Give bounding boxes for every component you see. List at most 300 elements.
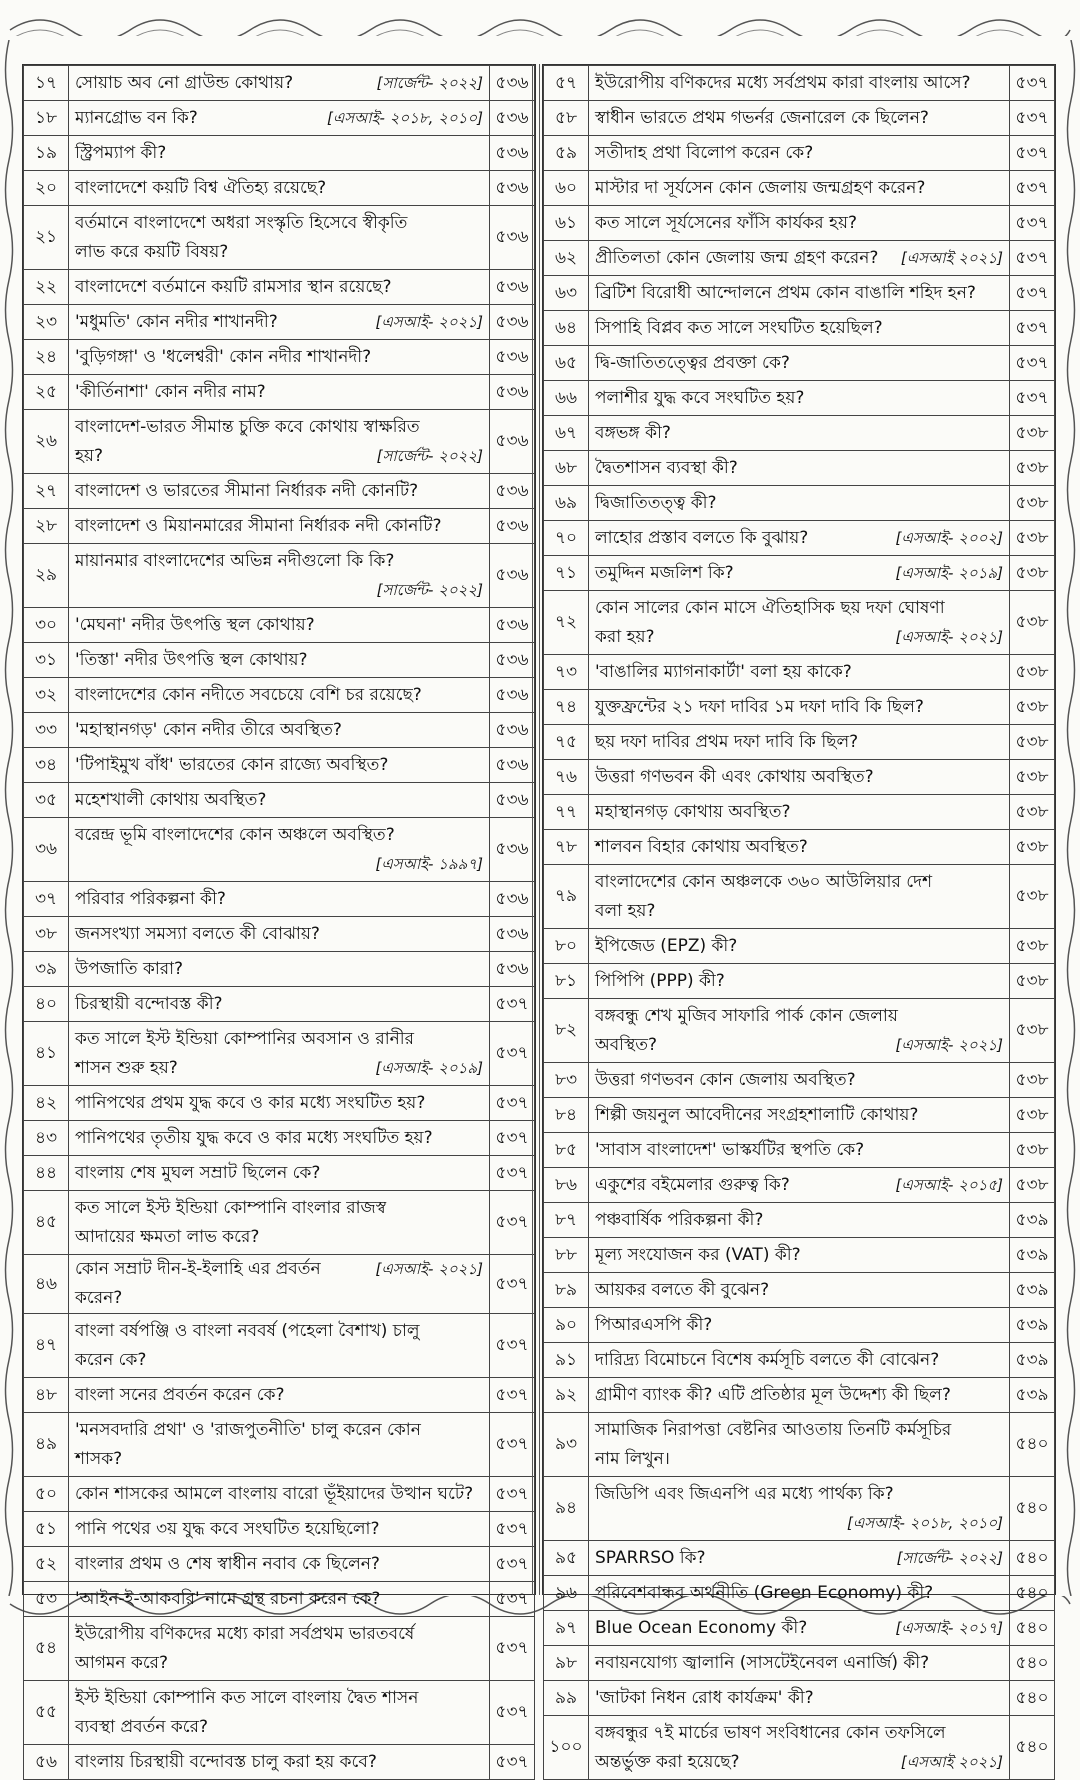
page-reference: ৫৩৭: [1010, 346, 1055, 381]
question-text: [69, 1547, 490, 1582]
table-row: [544, 1308, 1055, 1343]
table-row: [544, 451, 1055, 486]
question-text: [69, 987, 490, 1022]
question-number: ৪৭: [24, 1314, 69, 1378]
page-reference: ৫৪০: [1010, 1576, 1055, 1611]
question-text: [69, 1314, 490, 1378]
table-row: [24, 713, 535, 748]
page-reference: ৫৩৯: [1010, 1378, 1055, 1413]
question-text: [589, 346, 1010, 381]
question-number: ৪০: [24, 987, 69, 1022]
question-line: 'বুড়িগঙ্গা' ও 'ধলেশ্বরী' কোন নদীর শাখানদী?: [75, 346, 372, 367]
question-number: ৭৪: [544, 690, 589, 725]
table-row: [24, 544, 535, 608]
question-line: বলা হয়?: [595, 900, 656, 921]
exam-source-tag: [এসআই- ২০০২]: [895, 528, 1003, 547]
page-reference: ৫৩৬: [490, 882, 535, 917]
page-reference: ৫৩৬: [490, 101, 535, 136]
question-number: ৫২: [24, 1547, 69, 1582]
question-number: ৭৯: [544, 865, 589, 929]
question-text: [589, 690, 1010, 725]
exam-source-tag: [এসআই- ২০২১]: [375, 312, 483, 331]
question-number: ৩৬: [24, 818, 69, 882]
question-text: [69, 1413, 490, 1477]
question-number: ৫৯: [544, 136, 589, 171]
question-line: 'সাবাস বাংলাদেশ' ভাস্কর্যটির স্থপতি কে?: [595, 1139, 865, 1160]
question-text: [589, 1273, 1010, 1308]
question-number: ৭৩: [544, 655, 589, 690]
question-number: ৩০: [24, 608, 69, 643]
table-row: [544, 101, 1055, 136]
table-row: [24, 1121, 535, 1156]
question-text: [589, 1063, 1010, 1098]
question-number: ৮৯: [544, 1273, 589, 1308]
table-row: [544, 1576, 1055, 1611]
page-reference: ৫৪০: [1010, 1541, 1055, 1576]
table-row: [544, 1681, 1055, 1716]
table-row: [544, 311, 1055, 346]
question-text: [69, 952, 490, 987]
question-number: ৪২: [24, 1086, 69, 1121]
question-number: ৬২: [544, 241, 589, 276]
question-number: ৯৬: [544, 1576, 589, 1611]
page-reference: ৫৩৮: [1010, 1098, 1055, 1133]
table-row: [544, 136, 1055, 171]
question-line: ইস্ট ইন্ডিয়া কোম্পানি কত সালে বাংলায় দ্বৈত শাসন: [75, 1687, 419, 1708]
table-row: [24, 818, 535, 882]
exam-source-tag: [এসআই- ২০১৮, ২০১০]: [846, 1513, 1003, 1532]
question-text: [589, 451, 1010, 486]
question-line: কত সালে ইস্ট ইন্ডিয়া কোম্পানির অবসান ও রানীর: [75, 1028, 414, 1049]
question-line: 'আইন-ই-আকবরি' নামে গ্রন্থ রচনা করেন কে?: [75, 1588, 381, 1609]
exam-source-tag: [এসআই- ২০১৯]: [375, 1058, 483, 1077]
question-line: লাভ করে কয়টি বিষয়?: [75, 241, 229, 262]
table-row: [24, 1582, 535, 1617]
question-number: ২৭: [24, 474, 69, 509]
question-number: ২২: [24, 270, 69, 305]
question-text: [589, 1308, 1010, 1343]
question-text: [69, 305, 490, 340]
question-line: পানিপথের প্রথম যুদ্ধ কবে ও কার মধ্যে সংঘটিত হয়?: [75, 1092, 426, 1113]
question-line: পিপিপি (PPP) কী?: [595, 970, 725, 991]
page-reference: ৫৩৮: [1010, 795, 1055, 830]
question-number: ৩২: [24, 678, 69, 713]
question-line: মূল্য সংযোজন কর (VAT) কী?: [595, 1244, 801, 1265]
question-text: [589, 655, 1010, 690]
page-reference: ৫৩৬: [490, 474, 535, 509]
question-line: 'টিপাইমুখ বাঁধ' ভারতের কোন রাজ্যে অবস্থিত?: [75, 754, 389, 775]
table-row: [544, 760, 1055, 795]
question-number: ৬৪: [544, 311, 589, 346]
table-row: [24, 66, 535, 101]
question-text: [69, 410, 490, 474]
question-line: বাংলা সনের প্রবর্তন করেন কে?: [75, 1384, 285, 1405]
question-line: কত সালে সূর্যসেনের ফাঁসি কার্যকর হয়?: [595, 212, 858, 233]
table-row: [544, 1238, 1055, 1273]
page-reference: ৫৩৭: [490, 1191, 535, 1255]
exam-source-tag: [এসআই- ২০২১]: [895, 627, 1003, 646]
question-text: [69, 1681, 490, 1745]
question-text: [69, 1512, 490, 1547]
page-reference: ৫৩৮: [1010, 929, 1055, 964]
page-reference: ৫৩৭: [490, 1681, 535, 1745]
question-number: ২৫: [24, 375, 69, 410]
question-text: [589, 416, 1010, 451]
question-number: ৭৬: [544, 760, 589, 795]
question-number: ৯৩: [544, 1413, 589, 1477]
table-row: [544, 795, 1055, 830]
page-reference: ৫৩৬: [490, 917, 535, 952]
question-number: ৩১: [24, 643, 69, 678]
page-reference: ৫৩৮: [1010, 1063, 1055, 1098]
question-text: [589, 591, 1010, 655]
table-row: [544, 1098, 1055, 1133]
question-line: আয়কর বলতে কী বুঝেন?: [595, 1279, 770, 1300]
table-row: [544, 1541, 1055, 1576]
table-row: [544, 1203, 1055, 1238]
question-line: বাংলায় শেষ মুঘল সম্রাট ছিলেন কে?: [75, 1162, 321, 1183]
question-line: দারিদ্র্য বিমোচনে বিশেষ কর্মসূচি বলতে কী বোঝেন?: [595, 1349, 940, 1370]
table-row: [24, 1477, 535, 1512]
question-line: বঙ্গভঙ্গ কী?: [595, 422, 671, 443]
table-row: [544, 1343, 1055, 1378]
page-reference: ৫৩৯: [1010, 1308, 1055, 1343]
left-question-column: [22, 64, 536, 1772]
page-reference: ৫৩৬: [490, 783, 535, 818]
page-reference: ৫৪০: [1010, 1681, 1055, 1716]
question-line: উত্তরা গণভবন কী এবং কোথায় অবস্থিত?: [595, 766, 874, 787]
table-row: [544, 964, 1055, 999]
question-line: [এসআই- ২০১৯] তমুদ্দিন মজলিশ কি?: [595, 559, 1003, 588]
page-reference: ৫৩৮: [1010, 1133, 1055, 1168]
question-text: [589, 136, 1010, 171]
page-reference: ৫৩৬: [490, 713, 535, 748]
question-line: কোন শাসকের আমলে বাংলায় বারো ভূঁইয়াদের উত্থান ঘটে?: [75, 1483, 474, 1504]
question-line: সিপাহি বিপ্লব কত সালে সংঘটিত হয়েছিল?: [595, 317, 883, 338]
page-reference: ৫৩৭: [1010, 241, 1055, 276]
question-line: দ্বি-জাতিতত্ত্বের প্রবক্তা কে?: [595, 352, 790, 373]
question-line: [এসআই ২০২১] প্রীতিলতা কোন জেলায় জন্ম গ্রহণ করেন?: [595, 244, 1003, 273]
table-row: [24, 952, 535, 987]
question-text: [589, 999, 1010, 1063]
page-reference: ৫৪০: [1010, 1716, 1055, 1780]
question-line: ইপিজেড (EPZ) কী?: [595, 935, 738, 956]
question-number: ২৪: [24, 340, 69, 375]
question-number: ৮১: [544, 964, 589, 999]
question-number: ৯৮: [544, 1646, 589, 1681]
page-reference: ৫৩৭: [490, 1314, 535, 1378]
question-number: ৮৩: [544, 1063, 589, 1098]
question-text: [589, 556, 1010, 591]
left-question-table: [23, 65, 535, 1780]
table-row: [24, 270, 535, 305]
question-line: শিল্পী জয়নুল আবেদীনের সংগ্রহশালাটি কোথায়?: [595, 1104, 919, 1125]
exam-source-tag: [এসআই- ২০১৫]: [895, 1175, 1003, 1194]
question-number: ৭৮: [544, 830, 589, 865]
question-line: 'মনসবদারি প্রথা' ও 'রাজপুতনীতি' চালু করেন কোন: [75, 1419, 421, 1440]
question-text: [589, 1343, 1010, 1378]
question-line: 'মেঘনা' নদীর উৎপত্তি স্থল কোথায়?: [75, 614, 315, 635]
question-text: [69, 375, 490, 410]
question-text: [69, 206, 490, 270]
page-reference: ৫৩৬: [490, 136, 535, 171]
question-text: [589, 241, 1010, 276]
question-text: [589, 1203, 1010, 1238]
page-reference: ৫৩৬: [490, 544, 535, 608]
table-row: [24, 340, 535, 375]
question-line: [এসআই- ২০২১] 'মধুমতি' কোন নদীর শাখানদী?: [75, 308, 483, 337]
question-number: ৪৯: [24, 1413, 69, 1477]
question-line: [এসআই- ২০১৮, ২০১০] ম্যানগ্রোভ বন কি?: [75, 104, 483, 133]
table-row: [24, 474, 535, 509]
question-line: গ্রামীণ ব্যাংক কী? এটি প্রতিষ্ঠার মূল উদ্দেশ্য কী ছিল?: [595, 1384, 951, 1405]
question-text: [69, 713, 490, 748]
page-reference: ৫৩৬: [490, 748, 535, 783]
table-row: [544, 1611, 1055, 1646]
question-number: ৬৫: [544, 346, 589, 381]
question-number: ৫৪: [24, 1617, 69, 1681]
page-reference: ৫৩৬: [490, 410, 535, 474]
question-number: ৬৮: [544, 451, 589, 486]
table-row: [544, 1378, 1055, 1413]
page-reference: ৫৩৬: [490, 952, 535, 987]
question-text: [69, 136, 490, 171]
question-line: দ্বিজাতিতত্ত্ব কী?: [595, 492, 717, 513]
page-reference: ৫৩৭: [490, 1617, 535, 1681]
right-question-column: [542, 64, 1056, 1772]
question-text: [69, 608, 490, 643]
right-question-table: [543, 65, 1055, 1780]
page-reference: ৫৩৭: [490, 1745, 535, 1780]
question-text: [589, 66, 1010, 101]
question-number: ৯৯: [544, 1681, 589, 1716]
question-number: ৩৮: [24, 917, 69, 952]
question-number: ৭৫: [544, 725, 589, 760]
question-line: বরেন্দ্র ভূমি বাংলাদেশের কোন অঞ্চলে অবস্থিত?: [75, 824, 395, 845]
question-number: ৭১: [544, 556, 589, 591]
question-line: বঙ্গবন্ধু শেখ মুজিব সাফারি পার্ক কোন জেলায়: [595, 1005, 898, 1026]
question-number: ২৬: [24, 410, 69, 474]
exam-source-tag: [সার্জেন্ট- ২০২২]: [376, 73, 483, 92]
page-reference: ৫৩৭: [490, 1582, 535, 1617]
question-number: ৯৫: [544, 1541, 589, 1576]
table-row: [24, 1191, 535, 1255]
page-reference: ৫৩৯: [1010, 1203, 1055, 1238]
question-number: ১৭: [24, 66, 69, 101]
question-line: [এসআই- ২০০২] লাহোর প্রস্তাব বলতে কি বুঝায়?: [595, 524, 1003, 553]
question-number: ৫৩: [24, 1582, 69, 1617]
page-reference: ৫৩৮: [1010, 521, 1055, 556]
question-number: ৪৩: [24, 1121, 69, 1156]
question-line: যুক্তফ্রন্টের ২১ দফা দাবির ১ম দফা দাবি কি ছিল?: [595, 696, 924, 717]
question-line: ব্রিটিশ বিরোধী আন্দোলনে প্রথম কোন বাঙালি শহিদ হন?: [595, 282, 976, 303]
question-text: [589, 1541, 1010, 1576]
question-line: বাংলাদেশ-ভারত সীমান্ত চুক্তি কবে কোথায় স্বাক্ষরিত: [75, 416, 420, 437]
question-text: [589, 1646, 1010, 1681]
table-row: [544, 725, 1055, 760]
ornamental-border-top: [0, 0, 1080, 36]
question-line: [এসআই- ২০২১] করা হয়?: [595, 623, 1003, 652]
question-text: [69, 66, 490, 101]
exam-source-tag: [এসআই- ২০১৯]: [895, 563, 1003, 582]
page-reference: ৫৩৬: [490, 608, 535, 643]
question-line: চিরস্থায়ী বন্দোবস্ত কী?: [75, 993, 223, 1014]
question-number: ৮৬: [544, 1168, 589, 1203]
page-reference: ৫৩৮: [1010, 964, 1055, 999]
page-reference: ৫৩৭: [490, 1512, 535, 1547]
question-text: [589, 795, 1010, 830]
question-text: [589, 1413, 1010, 1477]
table-row: [24, 171, 535, 206]
table-row: [544, 655, 1055, 690]
table-row: [24, 1378, 535, 1413]
exam-source-tag: [সার্জেন্ট- ২০২২]: [376, 446, 483, 465]
question-line: সামাজিক নিরাপত্তা বেষ্টনির আওতায় তিনটি কর্মসূচির: [595, 1419, 952, 1440]
question-text: [69, 1191, 490, 1255]
table-row: [544, 1273, 1055, 1308]
question-line: [সার্জেন্ট- ২০২২] হয়?: [75, 442, 483, 471]
question-text: [589, 1378, 1010, 1413]
question-text: [589, 311, 1010, 346]
page-reference: ৫৩৬: [490, 818, 535, 882]
question-text: [589, 521, 1010, 556]
ornamental-border-right: [1062, 40, 1080, 1596]
question-number: ৩৭: [24, 882, 69, 917]
question-line: বাংলার প্রথম ও শেষ স্বাধীন নবাব কে ছিলেন?: [75, 1553, 380, 1574]
question-number: ৬৯: [544, 486, 589, 521]
question-text: [69, 270, 490, 305]
table-row: [24, 1413, 535, 1477]
question-line: ব্যবস্থা প্রবর্তন করে?: [75, 1716, 208, 1737]
question-text: [69, 917, 490, 952]
question-line: বাংলা বর্ষপঞ্জি ও বাংলা নববর্ষ (পহেলা বৈশাখ) চালু: [75, 1320, 420, 1341]
question-line: 'বাঙালির ম্যাগনাকার্টা' বলা হয় কাকে?: [595, 661, 852, 682]
table-row: [24, 1255, 535, 1314]
page-reference: ৫৩৬: [490, 678, 535, 713]
question-line: [এসআই- ২০২১] অবস্থিত?: [595, 1031, 1003, 1060]
page-reference: ৫৩৭: [1010, 66, 1055, 101]
question-number: ৭২: [544, 591, 589, 655]
page-reference: ৫৩৬: [490, 270, 535, 305]
question-text: [589, 929, 1010, 964]
question-line: [সার্জেন্ট- ২০২২] সোয়াচ অব নো গ্রাউন্ড কোথায়?: [75, 69, 483, 98]
question-text: [69, 171, 490, 206]
question-number: ৯৭: [544, 1611, 589, 1646]
question-line: শাসক?: [75, 1448, 123, 1469]
page-reference: ৫৩৭: [490, 1022, 535, 1086]
table-row: [24, 1022, 535, 1086]
question-text: [589, 1098, 1010, 1133]
question-text: [69, 1255, 490, 1314]
question-number: ৪৪: [24, 1156, 69, 1191]
page-reference: ৫৪০: [1010, 1611, 1055, 1646]
question-number: ৮৪: [544, 1098, 589, 1133]
page-reference: ৫৩৬: [490, 375, 535, 410]
table-row: [544, 486, 1055, 521]
question-line: শালবন বিহার কোথায় অবস্থিত?: [595, 836, 808, 857]
question-text: [69, 544, 490, 608]
table-row: [24, 1512, 535, 1547]
page-reference: ৫৩৮: [1010, 830, 1055, 865]
question-number: ৫১: [24, 1512, 69, 1547]
question-number: ৩৩: [24, 713, 69, 748]
question-line: পিআরএসপি কী?: [595, 1314, 713, 1335]
question-text: [589, 760, 1010, 795]
question-number: ৯১: [544, 1343, 589, 1378]
table-row: [544, 1413, 1055, 1477]
exam-source-tag: [এসআই- ২০১৮, ২০১০]: [326, 108, 483, 127]
page-reference: ৫৪০: [1010, 1413, 1055, 1477]
question-line: বাংলাদেশে কয়টি বিশ্ব ঐতিহ্য রয়েছে?: [75, 177, 327, 198]
question-line: মহাস্থানগড় কোথায় অবস্থিত?: [595, 801, 791, 822]
question-text: [69, 1582, 490, 1617]
question-number: ৮৮: [544, 1238, 589, 1273]
page-reference: ৫৩৭: [490, 987, 535, 1022]
question-line: মাস্টার দা সূর্যসেন কোন জেলায় জন্মগ্রহণ করেন?: [595, 177, 926, 198]
question-line: [এসআই- ২০২১] কোন সম্রাট দীন-ই-ইলাহি এর প্রবর্তন করেন?: [75, 1255, 483, 1313]
question-line: বাংলাদেশের কোন অঞ্চলকে ৩৬০ আউলিয়ার দেশ: [595, 871, 933, 892]
question-number: ৫৬: [24, 1745, 69, 1780]
page-reference: ৫৩৭: [1010, 311, 1055, 346]
table-row: [24, 375, 535, 410]
question-text: [589, 1681, 1010, 1716]
question-line: [এসআই- ২০১৯] শাসন শুরু হয়?: [75, 1054, 483, 1083]
question-line: [এসআই ২০২১] অন্তর্ভুক্ত করা হয়েছে?: [595, 1748, 1003, 1777]
question-text: [589, 1611, 1010, 1646]
table-row: [24, 305, 535, 340]
question-number: ২৯: [24, 544, 69, 608]
question-text: [69, 643, 490, 678]
question-number: ৬১: [544, 206, 589, 241]
question-text: [69, 818, 490, 882]
table-row: [544, 1477, 1055, 1541]
question-line: কোন সালের কোন মাসে ঐতিহাসিক ছয় দফা ঘোষণা: [595, 597, 945, 618]
table-row: [544, 556, 1055, 591]
question-number: ৫৮: [544, 101, 589, 136]
table-row: [544, 865, 1055, 929]
page-reference: ৫৩৮: [1010, 690, 1055, 725]
exam-source-tag: [সার্জেন্ট- ২০২২]: [376, 580, 483, 599]
question-line: দ্বৈতশাসন ব্যবস্থা কী?: [595, 457, 738, 478]
page-reference: ৫৩৭: [1010, 101, 1055, 136]
page-reference: ৫৩৯: [1010, 1238, 1055, 1273]
question-line: বাংলায় চিরস্থায়ী বন্দোবস্ত চালু করা হয় কবে?: [75, 1751, 377, 1772]
question-text: [69, 748, 490, 783]
question-number: ২৮: [24, 509, 69, 544]
question-line: নবায়নযোগ্য জ্বালানি (সাসটেইনেবল এনার্জি) কী?: [595, 1652, 930, 1673]
table-row: [24, 1314, 535, 1378]
question-text: [589, 381, 1010, 416]
ornamental-border-left: [0, 40, 18, 1596]
question-line: বঙ্গবন্ধুর ৭ই মার্চের ভাষণ সংবিধানের কোন তফসিলে: [595, 1722, 946, 1743]
question-line: জিডিপি এবং জিএনপি এর মধ্যে পার্থক্য কি?: [595, 1483, 894, 1504]
question-text: [69, 1156, 490, 1191]
table-row: [24, 101, 535, 136]
question-number: ৯৪: [544, 1477, 589, 1541]
table-row: [24, 748, 535, 783]
question-text: [69, 474, 490, 509]
page-reference: ৫৩৭: [490, 1121, 535, 1156]
question-line: ইউরোপীয় বণিকদের মধ্যে সর্বপ্রথম কারা বাংলায় আসে?: [595, 72, 971, 93]
page-reference: ৫৩৭: [490, 1156, 535, 1191]
question-line: 'কীর্তিনাশা' কোন নদীর নাম?: [75, 381, 266, 402]
exam-source-tag: [সার্জেন্ট- ২০২২]: [896, 1548, 1003, 1567]
page-reference: ৫৩৭: [490, 1413, 535, 1477]
page-reference: ৫৩৬: [490, 305, 535, 340]
page-reference: ৫৩৭: [490, 1547, 535, 1582]
table-row: [24, 1745, 535, 1780]
question-text: [69, 1121, 490, 1156]
